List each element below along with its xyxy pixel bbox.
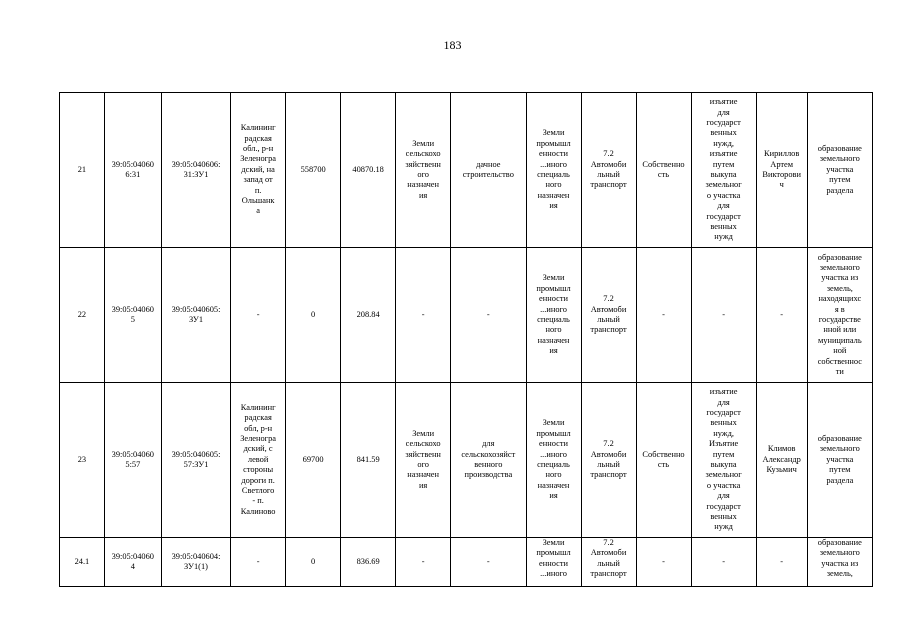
cadastral-quarter-cell: 39:05:04060 5:57 — [104, 383, 161, 538]
address-cell: - — [231, 538, 286, 587]
new-category-cell: Земли промышл енности ...иного специаль ного назначен ия — [526, 93, 581, 248]
land-category-cell: Земли сельскохо зяйственн ого назначен ия — [396, 383, 451, 538]
table-row — [60, 538, 873, 587]
address-cell: Калининг радская обл., р-н Зеленогра дский, на запад от п. Ольшанк а — [231, 93, 286, 248]
area-before-cell: 69700 — [286, 383, 341, 538]
row-number-cell: 22 — [60, 248, 105, 383]
new-use-cell: 7.2 Автомоби льный транспорт — [581, 383, 636, 538]
new-category-cell: Земли промышл енности ...иного — [526, 538, 581, 587]
new-category-cell: Земли промышл енности ...иного специаль ного назначен ия — [526, 383, 581, 538]
land-category-cell: - — [396, 538, 451, 587]
area-after-cell: 40870.18 — [341, 93, 396, 248]
new-use-cell: 7.2 Автомоби льный транспорт — [581, 538, 636, 587]
cadastral-quarter-cell: 39:05:04060 4 — [104, 538, 161, 587]
formation-method-cell: образование земельного участка из земель, — [807, 538, 872, 587]
table-row — [60, 383, 873, 538]
right-type-cell: - — [636, 538, 691, 587]
new-use-cell: 7.2 Автомоби льный транспорт — [581, 248, 636, 383]
plot-designation-cell: 39:05:040606: 31:ЗУ1 — [161, 93, 230, 248]
new-use-cell: 7.2 Автомоби льный транспорт — [581, 93, 636, 248]
land-category-cell: - — [396, 248, 451, 383]
land-category-cell: Земли сельскохо зяйственн ого назначен ия — [396, 93, 451, 248]
area-before-cell: 0 — [286, 538, 341, 587]
formation-method-cell: образование земельного участка путем раздела — [807, 383, 872, 538]
permitted-use-cell: - — [451, 248, 526, 383]
row-number-cell: 21 — [60, 93, 105, 248]
land-plot-table — [59, 92, 873, 587]
formation-method-cell: образование земельного участка из земель, находящихс я в государстве нной или муниципаль ной собственнос ти — [807, 248, 872, 383]
table-row — [60, 248, 873, 383]
restriction-cell: изъятие для государст венных нужд, Изъятие путем выкупа земельног о участка для государст венных нужд — [691, 383, 756, 538]
permitted-use-cell: для сельскохозяйст венного производства — [451, 383, 526, 538]
right-type-cell: Собственно сть — [636, 93, 691, 248]
owner-cell: Кириллов Артем Викторови ч — [756, 93, 807, 248]
cadastral-quarter-cell: 39:05:04060 5 — [104, 248, 161, 383]
restriction-cell: - — [691, 248, 756, 383]
owner-cell: - — [756, 538, 807, 587]
plot-designation-cell: 39:05:040605: ЗУ1 — [161, 248, 230, 383]
restriction-cell: - — [691, 538, 756, 587]
address-cell: Калининг радская обл, р-н Зеленогра дский, с левой стороны дороги п. Светлого - п. Калиново — [231, 383, 286, 538]
area-after-cell: 836.69 — [341, 538, 396, 587]
area-before-cell: 558700 — [286, 93, 341, 248]
address-cell: - — [231, 248, 286, 383]
restriction-cell: изъятие для государст венных нужд, изъятие путем выкупа земельног о участка для государст венных нужд — [691, 93, 756, 248]
area-after-cell: 841.59 — [341, 383, 396, 538]
plot-designation-cell: 39:05:040604: ЗУ1(1) — [161, 538, 230, 587]
page-number: 183 — [443, 38, 462, 52]
table-row — [60, 93, 873, 248]
permitted-use-cell: - — [451, 538, 526, 587]
area-before-cell: 0 — [286, 248, 341, 383]
right-type-cell: - — [636, 248, 691, 383]
owner-cell: Климов Александр Кузьмич — [756, 383, 807, 538]
right-type-cell: Собственно сть — [636, 383, 691, 538]
row-number-cell: 23 — [60, 383, 105, 538]
owner-cell: - — [756, 248, 807, 383]
cadastral-quarter-cell: 39:05:04060 6:31 — [104, 93, 161, 248]
row-number-cell: 24.1 — [60, 538, 105, 587]
plot-designation-cell: 39:05:040605: 57:ЗУ1 — [161, 383, 230, 538]
area-after-cell: 208.84 — [341, 248, 396, 383]
permitted-use-cell: дачное строительство — [451, 93, 526, 248]
new-category-cell: Земли промышл енности ...иного специаль ного назначен ия — [526, 248, 581, 383]
formation-method-cell: образование земельного участка путем раздела — [807, 93, 872, 248]
